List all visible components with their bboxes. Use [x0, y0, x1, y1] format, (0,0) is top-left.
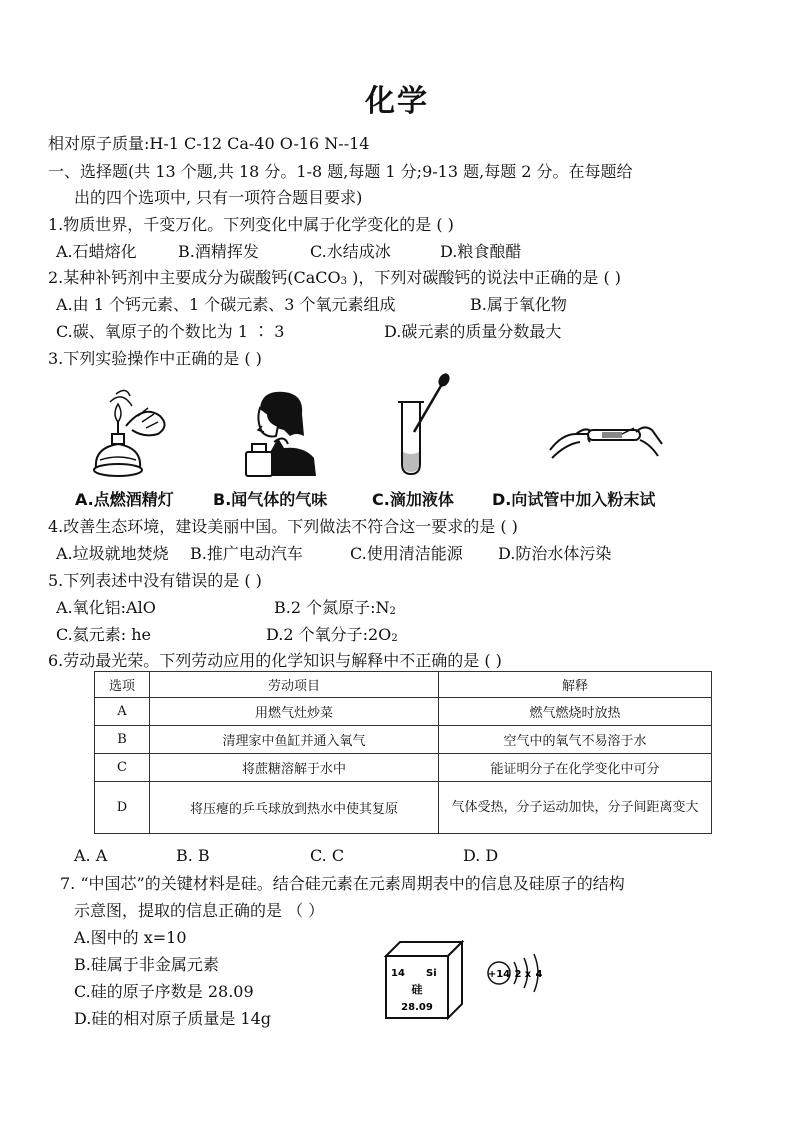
q3-stem: 3.下列实验操作中正确的是 ( ) — [48, 349, 262, 368]
table-cell: 能证明分子在化学变化中可分 — [439, 754, 712, 782]
q5-option-b-text: B.2 个氮原子:N — [274, 598, 390, 617]
section-heading-line2: 出的四个选项中, 只有一项符合题目要求) — [74, 188, 363, 207]
q4-option-c: C.使用清洁能源 — [350, 544, 463, 563]
page-title: 化学 — [365, 84, 429, 119]
q5-option-c: C.氦元素: he — [56, 625, 152, 644]
q4-option-d: D.防治水体污染 — [498, 544, 612, 563]
table-cell: A — [95, 698, 150, 726]
smell-gas-illustration — [238, 386, 318, 478]
q7-option-d: D.硅的相对原子质量是 14g — [74, 1009, 272, 1028]
element-number: 14 — [391, 968, 405, 979]
q6-option-a: A. A — [74, 846, 108, 865]
atom-shell-3: 4 — [535, 969, 543, 980]
q2-stem — [48, 267, 621, 293]
alcohol-lamp-illustration — [86, 382, 176, 482]
q7-option-a: A.图中的 x=10 — [74, 928, 187, 947]
q2-option-c: C.碳、氧原子的个数比为 1 ∶ 3 — [56, 322, 285, 341]
atom-nucleus: +14 — [487, 969, 511, 980]
atom-shell-2: x — [524, 969, 532, 980]
table-cell: C — [95, 754, 150, 782]
section-heading-line1: 一、选择题(共 13 个题,共 18 分。1-8 题,每题 1 分;9-13 题,每题 2 分。在每题给 — [48, 162, 633, 181]
table-row — [95, 754, 712, 782]
q6-option-d: D. D — [463, 846, 499, 865]
q2-stem-sub: 3 — [340, 276, 348, 287]
q3-caption-d: D.向试管中加入粉末试 — [492, 490, 656, 509]
q7-stem-line2: 示意图，提取的信息正确的是 （ ） — [74, 901, 325, 920]
q5-stem: 5.下列表述中没有错误的是 ( ) — [48, 571, 262, 590]
q1-stem: 1.物质世界，千变万化。下列变化中属于化学变化的是 ( ) — [48, 215, 454, 234]
element-card-silicon — [382, 938, 466, 1022]
q3-caption-b: B.闻气体的气味 — [213, 490, 328, 509]
table-header-cell: 劳动项目 — [150, 672, 439, 698]
table-cell: 将蔗糖溶解于水中 — [150, 754, 439, 782]
dropper-illustration — [392, 372, 454, 478]
q4-option-b: B.推广电动汽车 — [190, 544, 303, 563]
table-cell: 将压瘪的乒乓球放到热水中使其复原 — [150, 782, 439, 834]
table-cell: 空气中的氧气不易溶于水 — [439, 726, 712, 754]
q5-option-d-text: D.2 个氧分子:2O — [266, 625, 392, 644]
atom-shell-1: 2 — [514, 969, 522, 980]
powder-illustration — [546, 404, 666, 468]
q1-option-c: C.水结成冰 — [310, 242, 391, 261]
q6-table — [94, 671, 712, 834]
table-cell: D — [95, 782, 150, 834]
q1-option-d: D.粮食酿醋 — [440, 242, 522, 261]
table-cell: 用燃气灶炒菜 — [150, 698, 439, 726]
table-header-cell: 解释 — [439, 672, 712, 698]
table-row — [95, 782, 712, 834]
element-mass: 28.09 — [401, 1002, 433, 1013]
table-cell: 清理家中鱼缸并通入氧气 — [150, 726, 439, 754]
q2-option-a: A.由 1 个钙元素、1 个碳元素、3 个氧元素组成 — [56, 295, 396, 314]
table-cell: 燃气燃烧时放热 — [439, 698, 712, 726]
table-cell: B — [95, 726, 150, 754]
table-header-row — [95, 672, 712, 698]
table-cell: 气体受热，分子运动加快，分子间距离变大 — [439, 782, 712, 834]
atomic-masses: 相对原子质量:H-1 C-12 Ca-40 O-16 N--14 — [48, 134, 370, 153]
table-row — [95, 698, 712, 726]
q4-stem: 4.改善生态环境，建设美丽中国。下列做法不符合这一要求的是 ( ) — [48, 517, 518, 536]
element-name: 硅 — [411, 983, 423, 996]
q5-option-a: A.氧化铝:AlO — [56, 598, 156, 617]
q5-option-b — [274, 597, 396, 623]
element-symbol: Si — [426, 968, 437, 979]
q2-option-b: B.属于氧化物 — [470, 295, 567, 314]
q2-stem-post: )，下列对碳酸钙的说法中正确的是 ( ) — [347, 268, 622, 287]
silicon-atom-diagram — [486, 950, 550, 996]
q7-option-b: B.硅属于非金属元素 — [74, 955, 219, 974]
q4-option-a: A.垃圾就地焚烧 — [56, 544, 169, 563]
q2-option-d: D.碳元素的质量分数最大 — [384, 322, 562, 341]
q7-stem-line1: 7. “中国芯”的关键材料是硅。结合硅元素在元素周期表中的信息及硅原子的结构 — [60, 874, 625, 893]
q1-option-a: A.石蜡熔化 — [56, 242, 137, 261]
q2-stem-pre: 2.某种补钙剂中主要成分为碳酸钙(CaCO — [48, 268, 341, 287]
q6-option-b: B. B — [176, 846, 210, 865]
q5-option-b-sub: 2 — [389, 606, 396, 617]
q5-option-d — [266, 624, 398, 650]
q3-caption-a: A.点燃酒精灯 — [75, 490, 174, 509]
q7-option-c: C.硅的原子序数是 28.09 — [74, 982, 254, 1001]
q6-stem: 6.劳动最光荣。下列劳动应用的化学知识与解释中不正确的是 ( ) — [48, 651, 502, 670]
table-row — [95, 726, 712, 754]
q5-option-d-sub: 2 — [391, 633, 398, 644]
q3-caption-c: C.滴加液体 — [372, 490, 454, 509]
q1-option-b: B.酒精挥发 — [178, 242, 259, 261]
table-header-cell: 选项 — [95, 672, 150, 698]
q6-option-c: C. C — [310, 846, 345, 865]
